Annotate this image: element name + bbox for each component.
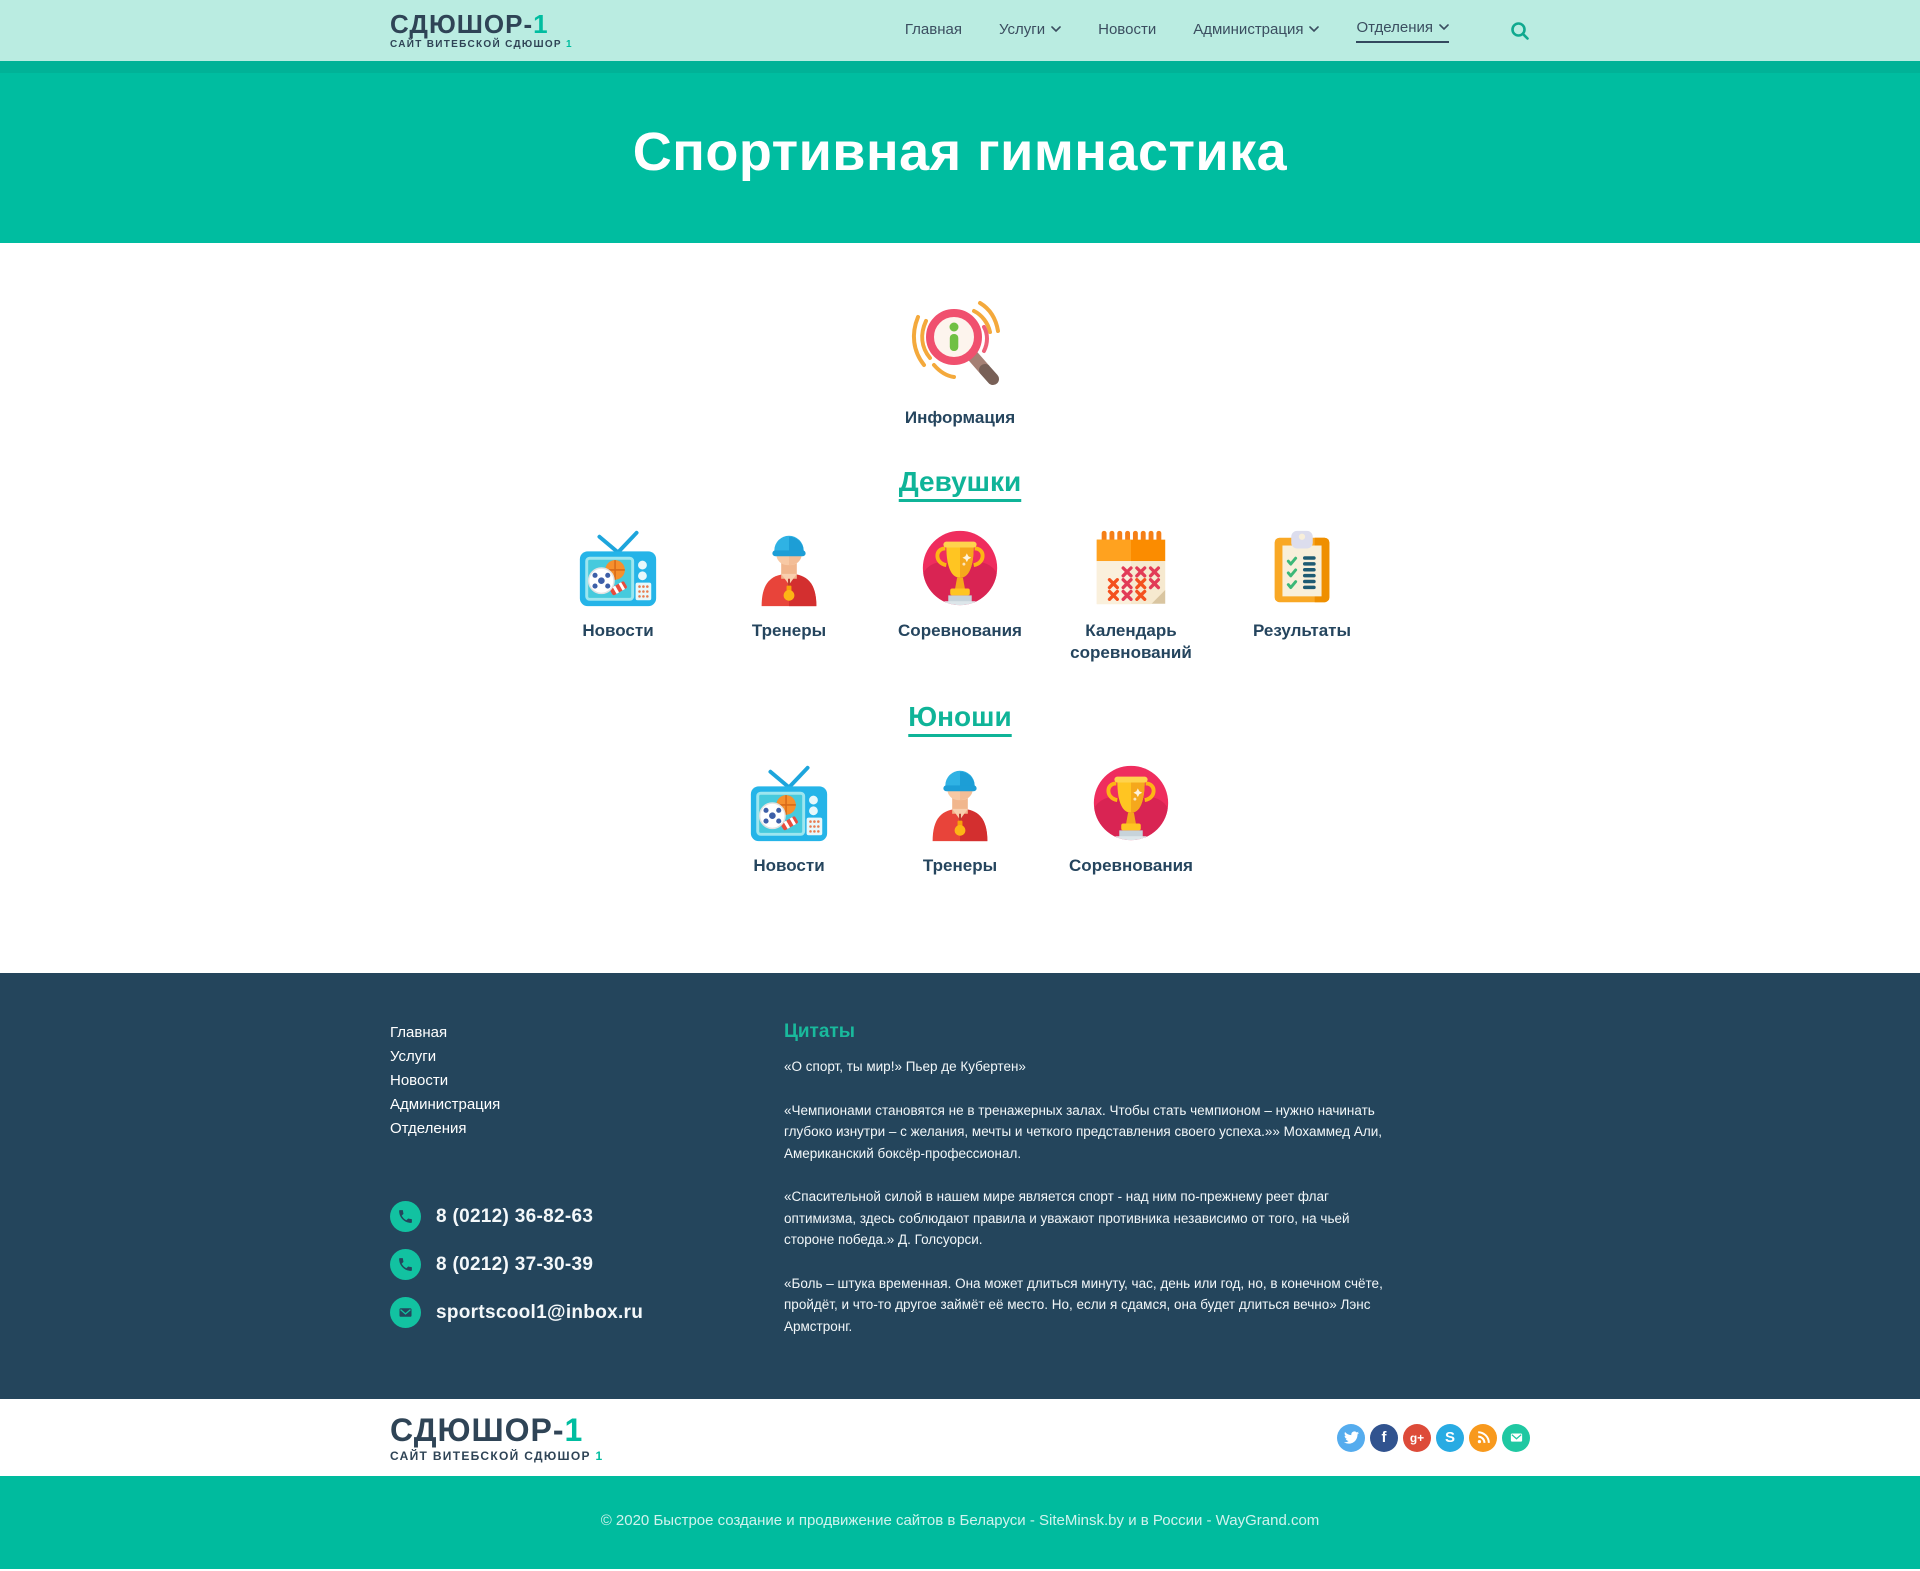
email-icon[interactable] [1502,1424,1530,1452]
footer-link-uslugi[interactable]: Услуги [390,1048,437,1065]
card-label: Соревнования [898,621,1022,641]
logo-title-accent: 1 [533,9,549,39]
footer-columns [390,1021,1530,1359]
card-label: Новости [582,621,654,641]
logo-title [390,1411,603,1448]
card-label: Тренеры [922,855,998,875]
footer-link-glavnaya[interactable]: Главная [390,1024,448,1041]
phone-contact[interactable] [390,1249,784,1280]
footer-white-inner [390,1411,1530,1463]
girls-coaches-card[interactable] [704,524,875,641]
logo-title-accent: 1 [564,1411,584,1448]
boys-competitions-card[interactable] [1046,759,1217,876]
twitter-icon[interactable] [1337,1424,1365,1452]
copyright-text: © 2020 Быстрое создание и продвижение сайтов в Беларуси - SiteMinsk.by и в России - WayGrand.com [600,1512,1320,1529]
main-nav [905,19,1530,43]
phone-number: 8 (0212) 37-30-39 [436,1253,594,1275]
google-plus-icon[interactable]: g+ [1403,1424,1431,1452]
page-banner [0,61,1920,243]
social-links [1337,1424,1530,1452]
logo-tagline-accent: 1 [566,39,573,50]
phone-icon [390,1249,421,1280]
boys-icon-row [0,759,1920,876]
footer-link-otdeleniya[interactable]: Отделения [390,1120,467,1137]
card-label: Новости [753,855,825,875]
nav-item-uslugi[interactable] [999,21,1061,40]
quote: «Боль – штука временная. Она может длиться минуту, час, день или год, но, в конечном счёте, пройдёт, и что-то другое займёт её место. Но, если я сдамся, она будет длиться вечно» Лэнс Армстронг. [784,1275,1383,1334]
calendar-icon [1087,524,1175,612]
main-content [0,243,1920,973]
girls-competitions-card[interactable] [875,524,1046,641]
logo-tagline-accent: 1 [595,1448,604,1463]
chevron-down-icon [1439,24,1449,31]
logo-tagline [390,40,573,50]
footer [0,973,1920,1399]
logo-tagline-text: САЙТ ВИТЕБСКОЙ СДЮШОР [390,1448,591,1463]
coach-icon [745,524,833,612]
logo-title [390,11,573,37]
card-label: Результаты [1252,621,1351,641]
info-card-label: Информация [904,408,1016,427]
nav-item-otdeleniya-active[interactable] [1356,19,1449,43]
logo-title-text: СДЮШОР- [390,9,534,39]
footer-link-administraciya[interactable]: Администрация [390,1096,501,1113]
section-title-boys[interactable]: Юноши [908,700,1012,732]
top-bar [0,0,1920,61]
card-label: Соревнования [1069,855,1193,875]
quotes-title: Цитаты [784,1021,855,1042]
info-card[interactable] [860,299,1060,428]
page-title: Спортивная гимнастика [632,122,1288,182]
nav-item-glavnaya[interactable] [905,21,962,40]
trophy-icon [1087,759,1175,847]
email-contact[interactable] [390,1297,784,1328]
logo-tagline-text: САЙТ ВИТЕБСКОЙ СДЮШОР [390,39,562,50]
card-label: Тренеры [751,621,827,641]
girls-calendar-card[interactable] [1046,524,1217,663]
card-label: Календарь соревнований [1070,621,1192,662]
girls-icon-row [0,524,1920,663]
footer-links [390,1021,784,1141]
chevron-down-icon [1051,26,1061,33]
rss-icon[interactable] [1469,1424,1497,1452]
section-title-girls[interactable]: Девушки [898,466,1022,498]
copyright-bar [0,1476,1920,1569]
footer-white-strip [0,1399,1920,1476]
nav-label: Главная [904,21,962,38]
quote: «Спасительной силой в нашем мире является спорт - над ним по-прежнему реет флаг оптимизма, здесь соблюдают правила и уважают противника независимо от того, на чьей стороне победа.» Д. Голсуорси. [784,1189,1350,1247]
phone-contact[interactable] [390,1201,784,1232]
search-icon [1510,21,1530,41]
footer-right-column [784,1021,1530,1359]
tv-icon [574,524,662,612]
footer-left-column [390,1021,784,1359]
phone-icon [390,1201,421,1232]
boys-news-card[interactable] [704,759,875,876]
coach-icon [916,759,1004,847]
girls-news-card[interactable] [533,524,704,641]
footer-contacts [390,1201,784,1328]
footer-logo[interactable] [390,1411,604,1463]
nav-label: Услуги [998,21,1046,38]
phone-number: 8 (0212) 36-82-63 [436,1205,594,1227]
top-bar-inner [390,0,1530,61]
tv-icon [745,759,833,847]
info-magnifier-icon [910,299,1010,399]
skype-icon[interactable]: S [1436,1424,1464,1452]
email-address: sportscool1@inbox.ru [436,1301,644,1323]
quote: «Чемпионами становятся не в тренажерных залах. Чтобы стать чемпионом – нужно начинать глубоко изнутри – с желания, мечты и четкого представления своего успеха.»» Мохаммед Али, Американский боксёр-профессионал. [784,1102,1383,1161]
nav-label: Администрация [1193,21,1304,38]
quote: «О спорт, ты мир!» Пьер де Кубертен» [784,1059,1026,1074]
clipboard-icon [1258,524,1346,612]
nav-item-novosti[interactable] [1098,21,1156,40]
nav-item-administraciya[interactable] [1193,21,1319,40]
footer-link-novosti[interactable]: Новости [390,1072,449,1089]
nav-label: Отделения [1356,18,1433,36]
site-logo[interactable] [390,11,573,50]
search-button[interactable] [1510,21,1530,41]
envelope-icon [390,1297,421,1328]
chevron-down-icon [1309,26,1319,33]
nav-label: Новости [1098,21,1157,38]
girls-results-card[interactable] [1217,524,1388,641]
logo-tagline [390,1450,603,1462]
logo-title-text: СДЮШОР- [390,1411,565,1448]
facebook-icon[interactable]: f [1370,1424,1398,1452]
trophy-icon [916,524,1004,612]
boys-coaches-card[interactable] [875,759,1046,876]
